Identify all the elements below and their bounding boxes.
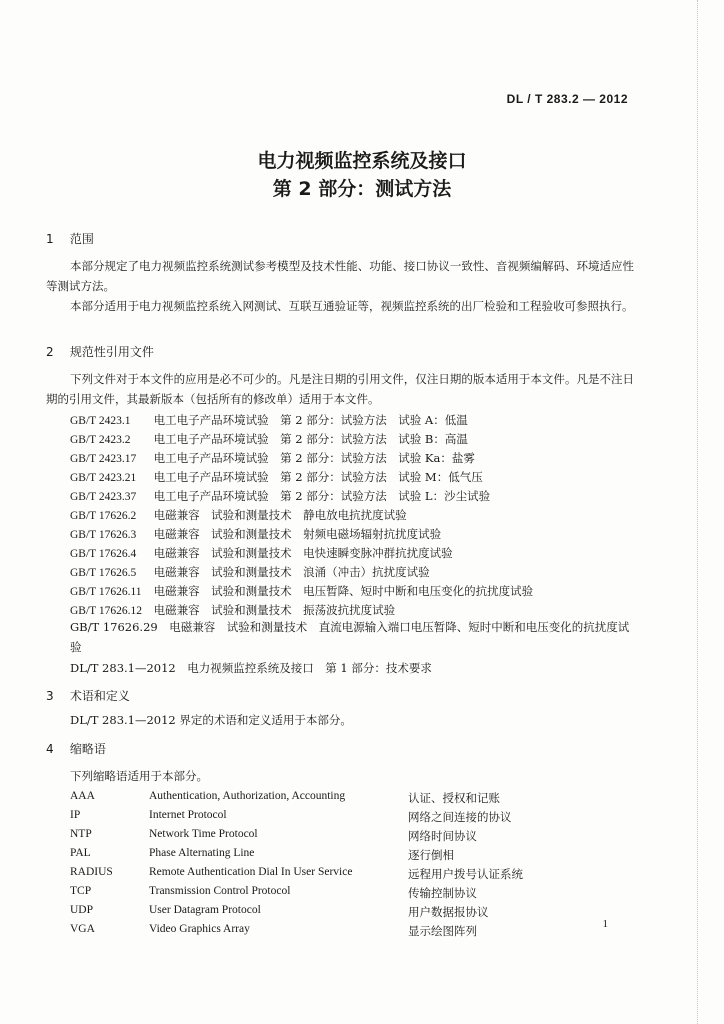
abbreviation-chinese: 传输控制协议 (408, 886, 477, 900)
section-title: 缩略语 (69, 742, 106, 756)
abbreviation-english: Remote Authentication Dial In User Service (149, 866, 353, 878)
section-heading (46, 230, 94, 247)
reference-item (70, 526, 441, 542)
reference-code: GB/T 17626.5 (70, 567, 137, 579)
section-number: 3 (46, 689, 54, 703)
section-title: 术语和定义 (69, 689, 130, 703)
reference-item (70, 564, 430, 580)
reference-code: GB/T 17626.4 (70, 548, 137, 560)
paragraph: 下列文件对于本文件的应用是必不可少的。凡是注日期的引用文件，仅注日期的版本适用于本文件。凡是不注日期的引用文件，其最新版本（包括所有的修改单）适用于本文件。 (46, 372, 634, 406)
abbreviation: UDP (70, 904, 94, 916)
reference-title: 电磁兼容 试验和测量技术 电快速瞬变脉冲群抗扰度试验 (153, 546, 453, 560)
reference-code: GB/T 2423.1 (70, 415, 131, 427)
abbreviation-chinese: 用户数据报协议 (408, 905, 489, 919)
section-heading (46, 343, 154, 360)
reference-item: GB/T 17626.29 电磁兼容 试验和测量技术 直流电源输入端口电压暂降、短时中断和电压变化的抗扰度试验 (70, 620, 630, 654)
paragraph: 本部分规定了电力视频监控系统测试参考模型及技术性能、功能、接口协议一致性、音视频编解码、环境适应性等测试方法。 (46, 259, 634, 293)
abbreviation: VGA (70, 923, 95, 935)
abbreviation-chinese: 认证、授权和记账 (408, 791, 500, 805)
abbreviation-english: Internet Protocol (149, 809, 227, 821)
reference-title: 电磁兼容 试验和测量技术 静电放电抗扰度试验 (153, 508, 407, 522)
reference-title: 电磁兼容 试验和测量技术 射频电磁场辐射抗扰度试验 (153, 527, 442, 541)
paragraph: DL/T 283.1—2012 界定的术语和定义适用于本部分。 (70, 713, 352, 727)
reference-code: GB/T 2423.17 (70, 453, 137, 465)
reference-title: 电工电子产品环境试验 第 2 部分：试验方法 试验 A：低温 (153, 413, 468, 427)
abbreviation-english: User Datagram Protocol (149, 904, 261, 916)
section-title: 范围 (69, 232, 94, 246)
reference-code: GB/T 17626.12 (70, 605, 142, 617)
reference-title: 电磁兼容 试验和测量技术 电压暂降、短时中断和电压变化的抗扰度试验 (153, 584, 534, 598)
reference-item (70, 450, 475, 466)
paragraph: 下列缩略语适用于本部分。 (70, 769, 208, 783)
paragraph: 本部分适用于电力视频监控系统入网测试、互联互通验证等，视频监控系统的出厂检验和工程验收可参照执行。 (70, 299, 634, 313)
reference-title: 电磁兼容 试验和测量技术 振荡波抗扰度试验 (153, 603, 396, 617)
abbreviation: RADIUS (70, 866, 113, 878)
abbreviation-english: Network Time Protocol (149, 828, 258, 840)
abbreviation-english: Authentication, Authorization, Accounting (149, 790, 346, 802)
reference-code: GB/T 17626.2 (70, 510, 137, 522)
section-number: 4 (46, 742, 54, 756)
reference-title: 电工电子产品环境试验 第 2 部分：试验方法 试验 M：低气压 (153, 470, 483, 484)
abbreviation-chinese: 逐行倒相 (408, 848, 454, 862)
abbreviation-chinese: 远程用户拨号认证系统 (408, 867, 523, 881)
reference-item (70, 412, 468, 428)
reference-item (70, 469, 483, 485)
reference-code: GB/T 2423.37 (70, 491, 137, 503)
reference-item: DL/T 283.1—2012 电力视频监控系统及接口 第 1 部分：技术要求 (70, 661, 432, 675)
reference-item (70, 431, 468, 447)
doc-subtitle: 第 2 部分：测试方法 (272, 178, 452, 200)
standard-code: DL / T 283.2 — 2012 (506, 92, 628, 106)
abbreviation-chinese: 显示绘图阵列 (408, 924, 477, 938)
abbreviation-english: Video Graphics Array (149, 923, 250, 935)
reference-title: 电工电子产品环境试验 第 2 部分：试验方法 试验 Ka：盐雾 (153, 451, 475, 465)
abbreviation: NTP (70, 828, 92, 840)
reference-item (70, 602, 395, 618)
reference-title: 电磁兼容 试验和测量技术 浪涌（冲击）抗扰度试验 (153, 565, 430, 579)
reference-title: 电工电子产品环境试验 第 2 部分：试验方法 试验 B：高温 (153, 432, 468, 446)
reference-item (70, 488, 490, 504)
abbreviation-chinese: 网络之间连接的协议 (408, 810, 512, 824)
abbreviation-chinese: 网络时间协议 (408, 829, 477, 843)
abbreviation: TCP (70, 885, 92, 897)
abbreviation-english: Phase Alternating Line (149, 847, 255, 859)
abbreviation-english: Transmission Control Protocol (149, 885, 291, 897)
reference-code: GB/T 2423.2 (70, 434, 131, 446)
doc-title: 电力视频监控系统及接口 (257, 150, 467, 172)
reference-item (70, 583, 533, 599)
abbreviation: PAL (70, 847, 91, 859)
section-heading (46, 740, 106, 757)
reference-item (70, 545, 453, 561)
section-title: 规范性引用文件 (69, 345, 154, 359)
reference-code: GB/T 2423.21 (70, 472, 137, 484)
reference-code: GB/T 17626.3 (70, 529, 137, 541)
section-number: 2 (46, 345, 54, 359)
page-number: 1 (602, 918, 608, 930)
section-heading (46, 687, 130, 704)
reference-title: 电工电子产品环境试验 第 2 部分：试验方法 试验 L：沙尘试验 (153, 489, 491, 503)
abbreviation: IP (70, 809, 81, 821)
reference-item (70, 507, 407, 523)
reference-code: GB/T 17626.11 (70, 586, 142, 598)
section-number: 1 (46, 232, 54, 246)
abbreviation: AAA (70, 790, 95, 802)
